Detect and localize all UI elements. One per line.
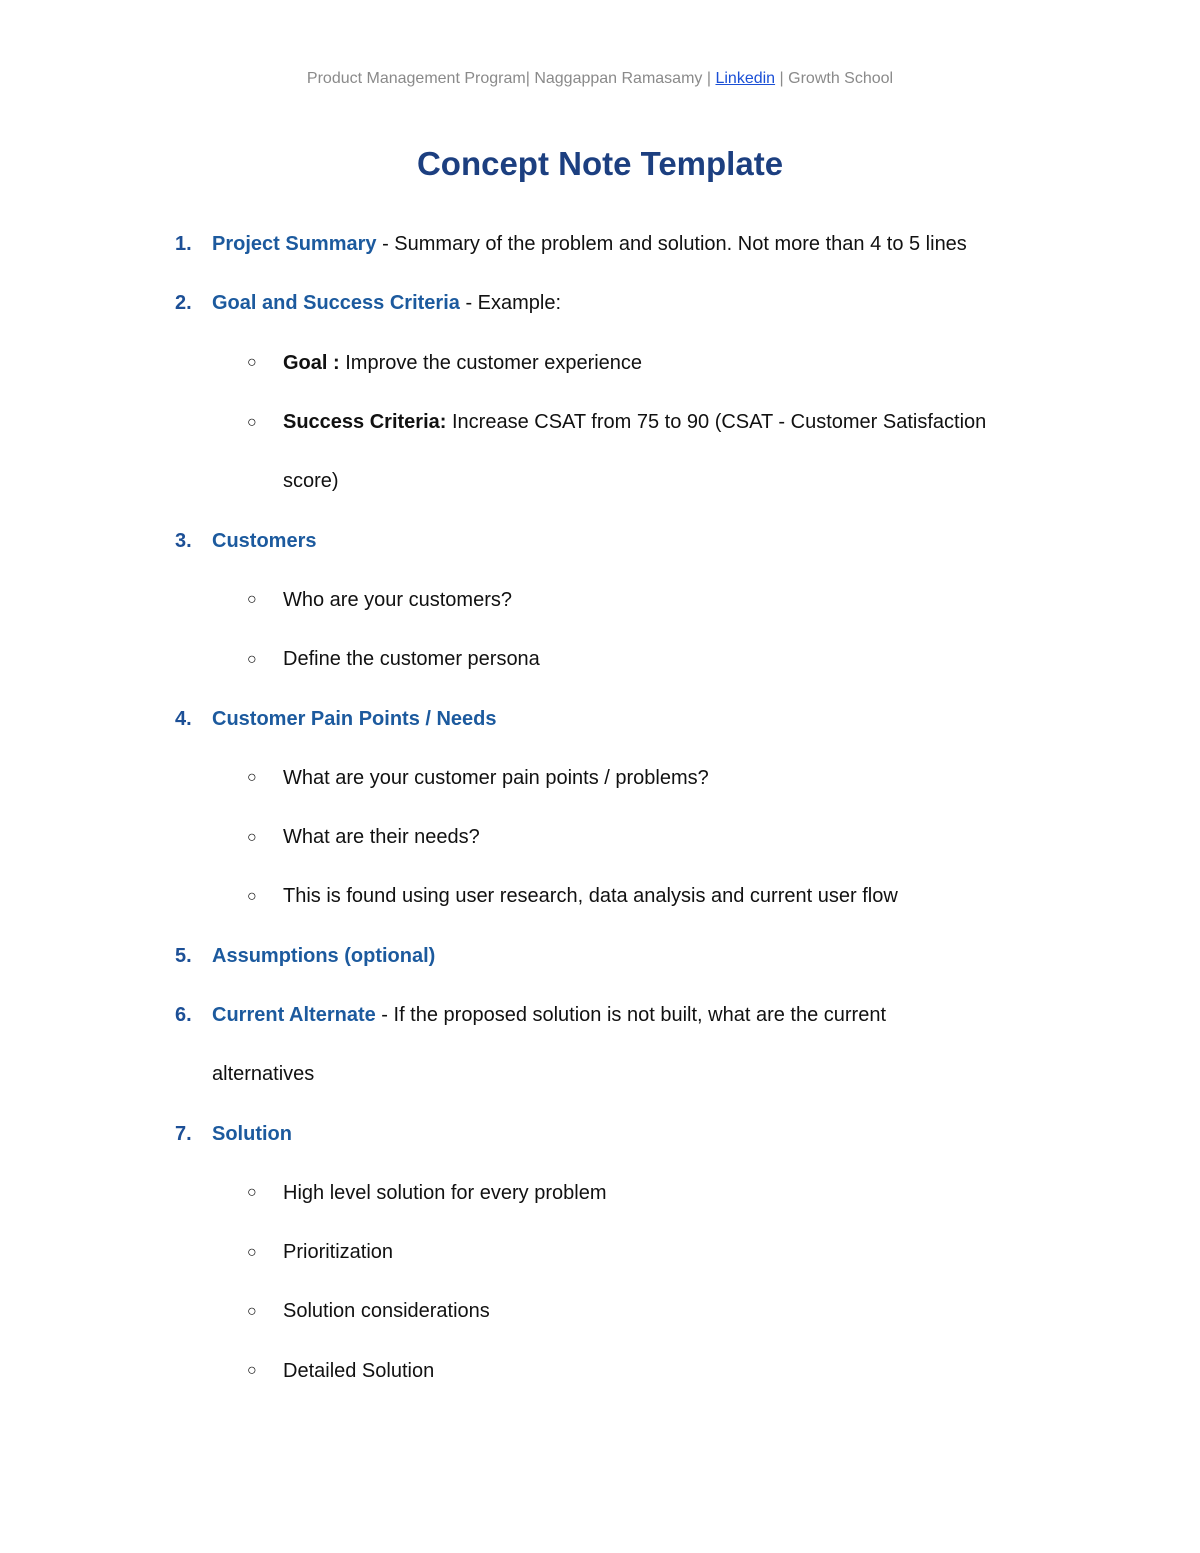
list-item-continuation — [0, 452, 1200, 511]
page-header — [0, 70, 1200, 88]
hollow-circle-bullet-icon: ○ — [247, 1302, 257, 1320]
section-project-summary — [0, 215, 1200, 274]
item-text: Solution considerations — [283, 1300, 490, 1323]
hollow-circle-bullet-icon: ○ — [247, 1362, 257, 1380]
list-item — [0, 1282, 1200, 1341]
section-heading: Project Summary — [212, 233, 377, 256]
item-text: High level solution for every problem — [283, 1181, 607, 1204]
section-heading: Customer Pain Points / Needs — [212, 707, 497, 730]
item-text: What are their needs? — [283, 826, 480, 849]
list-item — [0, 749, 1200, 808]
list-item — [0, 1164, 1200, 1223]
section-goal-success — [0, 274, 1200, 333]
section-description: - Summary of the problem and solution. Not more than 4 to 5 lines — [376, 233, 967, 256]
hollow-circle-bullet-icon: ○ — [247, 769, 257, 787]
list-item — [0, 630, 1200, 689]
section-number: 7. — [175, 1122, 192, 1145]
section-customers — [0, 511, 1200, 570]
list-item — [0, 393, 1200, 452]
header-author: Naggappan Ramasamy — [534, 70, 703, 87]
hollow-circle-bullet-icon: ○ — [247, 413, 257, 431]
header-school: Growth School — [788, 70, 894, 87]
section-number: 3. — [175, 529, 192, 552]
section-number: 4. — [175, 707, 192, 730]
item-text: Detailed Solution — [283, 1359, 435, 1382]
list-item — [0, 571, 1200, 630]
list-item — [0, 334, 1200, 393]
section-number: 5. — [175, 944, 192, 967]
section-number: 1. — [175, 233, 192, 256]
item-text: Who are your customers? — [283, 588, 512, 611]
header-program: Product Management Program — [306, 70, 526, 87]
section-current-alternate — [0, 986, 1200, 1045]
section-heading: Current Alternate — [212, 1004, 376, 1026]
section-description: - If the proposed solution is not built, what are the current — [375, 1004, 887, 1026]
item-text: Prioritization — [283, 1241, 394, 1264]
section-heading: Goal and Success Criteria — [212, 292, 460, 315]
section-solution — [0, 1104, 1200, 1163]
section-heading: Customers — [212, 529, 317, 552]
item-text: This is found using user research, data analysis and current user flow — [283, 885, 898, 908]
list-item — [0, 1223, 1200, 1282]
section-number: 6. — [175, 1004, 192, 1026]
section-assumptions — [0, 927, 1200, 986]
document-title: Concept Note Template — [416, 145, 784, 182]
section-heading: Solution — [212, 1122, 292, 1145]
header-separator: | — [706, 70, 712, 87]
item-text: Improve the customer experience — [339, 351, 643, 374]
section-continuation-text: alternatives — [212, 1063, 315, 1086]
list-item — [0, 867, 1200, 926]
hollow-circle-bullet-icon: ○ — [247, 354, 257, 372]
header-separator: | — [779, 70, 784, 87]
hollow-circle-bullet-icon: ○ — [247, 591, 257, 609]
list-item — [0, 1342, 1200, 1401]
section-number: 2. — [175, 292, 192, 315]
hollow-circle-bullet-icon: ○ — [247, 828, 257, 846]
hollow-circle-bullet-icon: ○ — [247, 650, 257, 668]
item-continuation-text: score) — [283, 470, 339, 493]
item-label: Success Criteria: — [283, 411, 447, 434]
item-label: Goal : — [283, 351, 340, 374]
header-separator: | — [525, 70, 530, 87]
linkedin-link[interactable]: Linkedin — [715, 70, 776, 87]
hollow-circle-bullet-icon: ○ — [247, 1243, 257, 1261]
section-description: - Example: — [459, 292, 562, 315]
section-heading: Assumptions (optional) — [212, 944, 436, 967]
item-text: Increase CSAT from 75 to 90 (CSAT - Customer Satisfaction — [446, 411, 987, 434]
section-continuation — [0, 1045, 1200, 1104]
item-text: Define the customer persona — [283, 648, 540, 671]
section-pain-points — [0, 689, 1200, 748]
hollow-circle-bullet-icon: ○ — [247, 1184, 257, 1202]
concept-note-outline — [0, 215, 1200, 1401]
item-text: What are your customer pain points / problems? — [283, 766, 709, 789]
hollow-circle-bullet-icon: ○ — [247, 887, 257, 905]
list-item — [0, 808, 1200, 867]
